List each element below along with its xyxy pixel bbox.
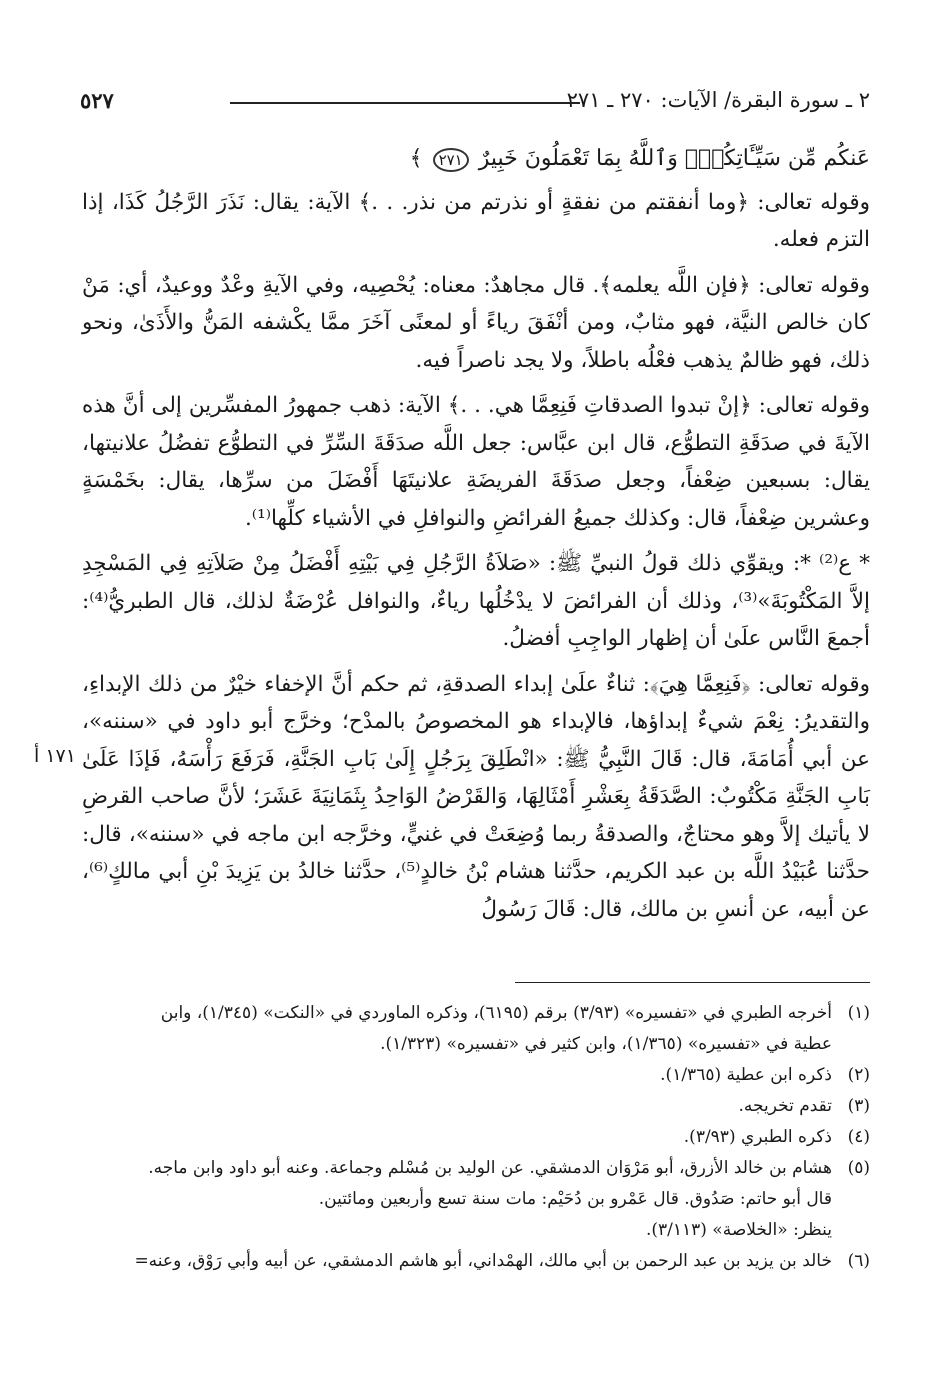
footnote-line: خالد بن يزيد بن عبد الرحمن بن أبي مالك، الهمْداني، أبو هاشم الدمشقي، عن أبيه وأبي رَوْق، وعنه=	[134, 1251, 832, 1271]
footnote-number: (٥)	[847, 1158, 870, 1178]
header-rule	[230, 102, 580, 104]
paragraph: وقوله تعالى: ﴿إنْ تبدوا الصدقاتِ فَنِعِمَّا هي. . .﴾ الآية: ذهب جمهورُ المفسِّرين إلى أنَّ هذه الآيةَ في صدَقَةِ التطوُّع، قال ابن عبَّاس: جعل اللَّه صدَقَةَ السِّرِّ في التطوُّع تفضُلُ علانيتها، يقال: بسبعين ضِعْفاً، وجعل صدَقَةَ الفريضَةِ علانيتَهَا أَفْضَلَ من سرِّها، يقال: بخَمْسَةٍ وعشرين ضِعْفاً، قال: وكذلك جميعُ الفرائضِ والنوافلِ في الأشياء كلِّها⁽¹⁾.	[82, 393, 870, 531]
footnote	[82, 1153, 870, 1246]
paragraph: * ع⁽²⁾ *: ويقوِّي ذلك قولُ النبيِّ ﷺ: «صَلاَةُ الرَّجُلِ فِي بَيْتِهِ أَفْضَلُ مِنْ صَلاَتِهِ فِي المَسْجِدِ إلاَّ المَكْتُوبَةَ»⁽³⁾، وذلك أن الفرائضَ لا يدْخُلُها رياءٌ، والنوافل عُرْضَةٌ لذلك، قال الطبريُّ⁽⁴⁾: أجمعَ النَّاس علَىٰ أن إظهار الواجِبِ أفضلُ.	[82, 551, 870, 651]
footnote-number: (٦)	[847, 1251, 870, 1271]
footnote-line: ذكره ابن عطية (١/٣٦٥).	[660, 1065, 832, 1085]
footnote-line: ذكره الطبري (٣/٩٣).	[683, 1127, 832, 1147]
main-text	[82, 140, 870, 936]
footnote-number: (٣)	[847, 1096, 870, 1116]
page-number: ٥٢٧	[80, 88, 114, 113]
footnotes	[82, 998, 870, 1277]
footnote-line: ينظر: «الخلاصة» (٣/١١٣).	[645, 1220, 832, 1240]
footnote	[82, 1122, 870, 1153]
footnote-number: (٤)	[847, 1127, 870, 1147]
running-header	[80, 80, 870, 120]
paragraph: وقوله تعالى: ﴿فإن اللَّه يعلمه﴾. قال مجاهدٌ: معناه: يُحْصِيه، وفي الآيةِ وعْدٌ ووعيدٌ، أي: مَنْ كان خالص النيَّة، فهو مثابٌ، ومن أنْفَقَ رياءً أو لمعنًى آخَرَ ممَّا يكْشفه المَنُّ والأَذَىٰ، ونحو ذلك، فهو ظالمٌ يذهب فعْلُه باطلاً، ولا يجد ناصراً فيه.	[82, 272, 870, 373]
footnote-separator	[515, 982, 870, 983]
footnote-line: هشام بن خالد الأزرق، أبو مَرْوَان الدمشقي. عن الوليد بن مُسْلم وجماعة. وعنه أبو داود وابن ماجه.	[148, 1158, 832, 1178]
paragraph: وقوله تعالى: ﴿فَنِعِمَّا هِيَ﴾: ثناءٌ علَىٰ إبداء الصدقةِ، ثم حكم أنَّ الإخفاء خيْرٌ من ذلك الإبداءِ، والتقديرُ: نِعْمَ شيءٌ إبداؤها، فالإبداء هو المخصوصُ بالمدْح؛ وخرَّج أبو داود في «سننه»، عن أبي أُمَامَةَ، قال: قَالَ النَّبِيُّ ﷺ: «انْطَلِقَ بِرَجُلٍ إِلَىٰ بَابِ الجَنَّةِ، فَرَفَعَ رَأْسَهُ، فَإذَا عَلَىٰ بَابِ الجَنَّةِ مَكْتُوبٌ: الصَّدَقَةُ بِعَشْرِ أَمْثَالِهَا، وَالقَرْضُ الوَاحِدُ بِثَمَانِيَةَ عَشَرَ؛ لأنَّ صاحب القرضِ لا يأتيك إلاَّ وهو محتاجٌ، والصدقةُ ربما وُضِعَتْ في غنيٍّ، وخرَّجه ابن ماجه في «سننه»، قال: حدَّثنا عُبَيْدُ اللَّه بن عبد الكريم، حدَّثنا هشام بْنُ خالدٍ⁽⁵⁾، حدَّثنا خالدُ بن يَزِيدَ بْنِ أبي مالكٍ⁽⁶⁾، عن أبيه، عن أنسِ بن مالك، قال: قَالَ رَسُولُ	[82, 671, 870, 922]
footnote-number: (٢)	[847, 1065, 870, 1085]
verse-closing-bracket: ﴾	[409, 146, 423, 171]
ayah-number-marker: ٢٧١	[433, 148, 469, 172]
footnote-number: (١)	[847, 1003, 870, 1023]
manuscript-folio-note: ١٧١ أ	[34, 745, 76, 767]
quran-verse-continuation	[82, 140, 870, 178]
paragraph: وقوله تعالى: ﴿وما أنفقتم من نفقةٍ أو نذرتم من نذر. . .﴾ الآية: يقال: نَذَرَ الرَّجُلُ كَذَا، إذا التزم فعله.	[82, 189, 870, 252]
footnote-line: أخرجه الطبري في «تفسيره» (٣/٩٣) برقم (٦١٩٥)، وذكره الماوردي في «النكت» (١/٣٤٥)، وابن	[160, 1003, 832, 1023]
header-title: ٢ ـ سورة البقرة/ الآيات: ٢٧٠ ـ ٢٧١	[566, 88, 870, 112]
verse-text: عَنكُم مِّن سَيِّـَٔاتِكُمْۗ وَٱللَّهُ بِمَا تَعْمَلُونَ خَبِيرٌ	[478, 146, 870, 171]
footnote-line: عطية في «تفسيره» (١/٣٦٥)، وابن كثير في «تفسيره» (١/٣٢٣).	[380, 1034, 832, 1054]
footnote	[82, 1246, 870, 1277]
footnote-line: قال أبو حاتم: صَدُوق. قال عَمْرو بن دُحَيْم: مات سنة تسع وأربعين ومائتين.	[318, 1189, 832, 1209]
footnote	[82, 998, 870, 1060]
footnote-line: تقدم تخريجه.	[738, 1096, 832, 1116]
footnote	[82, 1091, 870, 1122]
footnote	[82, 1060, 870, 1091]
